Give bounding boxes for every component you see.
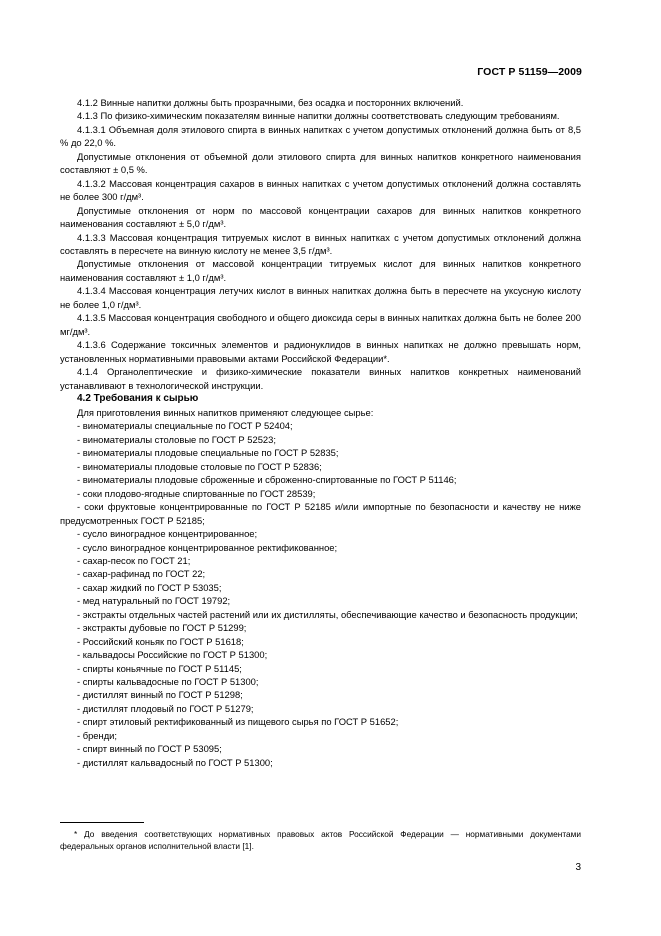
list-item: - экстракты отдельных частей растений или их дистилляты, обеспечивающие качество и безопасность продукции; — [77, 608, 578, 620]
list-item: - виноматериалы столовые по ГОСТ Р 52523; — [77, 433, 276, 445]
list-item: - бренди; — [77, 729, 118, 741]
footnote: * До введения соответствующих нормативных правовых актов Российской Федерации — нормативными документами федеральных органов исполнительной власти [1]. — [60, 829, 581, 851]
paragraph: 4.1.3.6 Содержание токсичных элементов и радионуклидов в винных напитках не должно превышать норм, установленных нормативными правовыми актами Российской Федерации*. — [60, 339, 581, 364]
list-item: - сусло виноградное концентрированное; — [77, 528, 258, 540]
paragraph: 4.1.3.2 Массовая концентрация сахаров в винных напитках с учетом допустимых отклонений должна составлять не более 300 г/дм³. — [60, 177, 581, 203]
document-header: ГОСТ Р 51159—2009 — [477, 66, 582, 78]
list-item: - дистиллят винный по ГОСТ Р 51298; — [77, 689, 243, 701]
paragraph: 4.1.3.4 Массовая концентрация летучих кислот в винных напитках должна быть в пересчете на уксусную кислоту не более 1,0 г/дм³. — [60, 285, 581, 310]
paragraph: 4.1.4 Органолептические и физико-химические показатели винных напитков конкретных наименований устанавливают в технологической инструкции. — [60, 366, 581, 391]
paragraph: 4.1.3.3 Массовая концентрация титруемых кислот в винных напитках с учетом допустимых отклонений должна составлять в пересчете на винную кислоту не менее 3,5 г/дм³. — [60, 231, 581, 256]
page-number: 3 — [575, 862, 581, 873]
list-item: - сахар-песок по ГОСТ 21; — [77, 554, 191, 566]
paragraph: 4.1.3 По физико-химическим показателям винные напитки должны соответствовать следующим требованиям. — [77, 110, 560, 122]
list-item: - соки фруктовые концентрированные по ГОСТ Р 52185 и/или импортные по безопасности и качеству не ниже предусмотренных ГОСТ Р 52185; — [60, 501, 581, 526]
list-item: - дистиллят плодовый по ГОСТ Р 51279; — [77, 702, 254, 714]
document-body — [60, 96, 581, 769]
footnote-divider — [60, 822, 144, 823]
list-item: - сахар-рафинад по ГОСТ 22; — [77, 568, 206, 580]
paragraph: 4.1.3.1 Объемная доля этилового спирта в винных напитках с учетом допустимых отклонений должна быть от 8,5 % до 22,0 %. — [60, 123, 581, 149]
list-item: - спирты коньячные по ГОСТ Р 51145; — [77, 662, 242, 674]
list-item: - сусло виноградное концентрированное ректификованное; — [77, 541, 338, 553]
list-item: - виноматериалы плодовые столовые по ГОСТ Р 52836; — [77, 460, 322, 472]
list-item: - виноматериалы плодовые специальные по ГОСТ Р 52835; — [77, 447, 339, 459]
list-item: - соки плодово-ягодные спиртованные по ГОСТ 28539; — [77, 487, 316, 499]
paragraph: Допустимые отклонения от норм по массовой концентрации сахаров для винных напитков конкретного наименования составляют ± 5,0 г/дм³. — [60, 204, 581, 230]
paragraph: 4.1.3.5 Массовая концентрация свободного и общего диоксида серы в винных напитках должна быть не более 200 мг/дм³. — [60, 312, 581, 337]
list-item: - Российский коньяк по ГОСТ Р 51618; — [77, 635, 244, 647]
list-item: - мед натуральный по ГОСТ 19792; — [77, 595, 231, 607]
list-item: - спирты кальвадосные по ГОСТ Р 51300; — [77, 676, 259, 688]
section-heading: 4.2 Требования к сырью — [77, 392, 199, 404]
list-item: - дистиллят кальвадосный по ГОСТ Р 51300; — [77, 756, 273, 768]
list-item: - спирт винный по ГОСТ Р 53095; — [77, 743, 222, 755]
list-item: - виноматериалы плодовые сброженные и сброженно-спиртованные по ГОСТ Р 51146; — [77, 474, 457, 486]
list-item: - экстракты дубовые по ГОСТ Р 51299; — [77, 622, 247, 634]
paragraph: Допустимые отклонения от объемной доли этилового спирта для винных напитков конкретного наименования составляют ± 0,5 %. — [60, 150, 581, 176]
paragraph: 4.1.2 Винные напитки должны быть прозрачными, без осадка и посторонних включений. — [77, 97, 464, 108]
list-item: - сахар жидкий по ГОСТ Р 53035; — [77, 581, 222, 593]
paragraph: Допустимые отклонения от массовой концентрации титруемых кислот для винных напитков конкретного наименования составляют ± 1,0 г/дм³. — [60, 258, 581, 283]
list-item: - спирт этиловый ректификованный из пищевого сырья по ГОСТ Р 51652; — [77, 716, 399, 728]
list-item: - виноматериалы специальные по ГОСТ Р 52404; — [77, 420, 293, 432]
list-item: - кальвадосы Российские по ГОСТ Р 51300; — [77, 649, 268, 661]
section-intro: Для приготовления винных напитков применяют следующее сырье: — [77, 406, 374, 418]
raw-materials-list — [60, 419, 581, 769]
